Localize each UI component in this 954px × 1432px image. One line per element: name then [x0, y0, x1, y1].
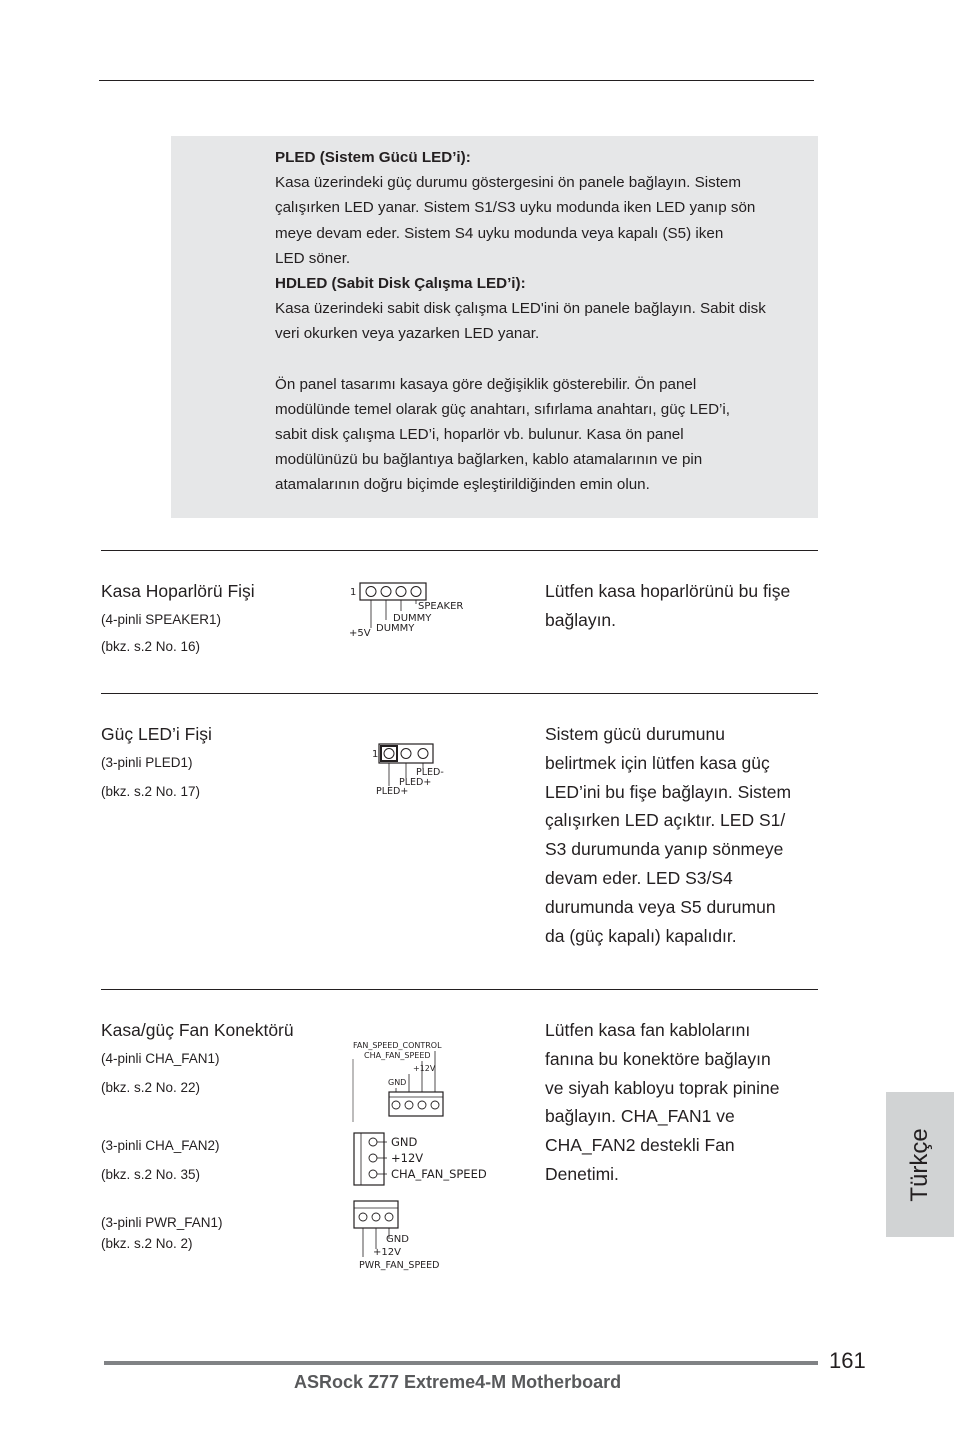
desc-line: LED’ini bu fişe bağlayın. Sistem: [545, 781, 792, 802]
desc-line: bağlayın.: [545, 609, 617, 630]
section-divider: [101, 693, 818, 694]
hdled-heading: HDLED (Sabit Disk Çalışma LED’i):: [275, 274, 526, 292]
gnd-label: GND: [391, 1135, 418, 1149]
pin-circle: [411, 587, 421, 597]
pin1-label: 1: [350, 587, 357, 598]
desc-line: ve siyah kabloyu toprak pinine: [545, 1077, 780, 1098]
pin-circle: [372, 1213, 380, 1221]
cha-fan-speed-label: CHA_FAN_SPEED: [364, 1051, 431, 1060]
pled-minus-label: PLED-: [416, 767, 444, 778]
desc-line: Lütfen kasa hoparlörünü bu fişe: [545, 581, 791, 601]
desc-line: Lütfen kasa fan kablolarını: [545, 1020, 751, 1040]
pled-line: LED söner.: [275, 249, 351, 267]
speaker-pin-label: SPEAKER: [418, 601, 464, 612]
speaker-pins: (4-pinli SPEAKER1): [101, 612, 222, 627]
header-outline: [389, 1092, 443, 1116]
pin-circle: [405, 1101, 413, 1109]
cha-fan1-pin-diagram: [352, 1038, 462, 1123]
pin-circle: [369, 1154, 377, 1162]
pled-plus-label: PLED+: [376, 786, 409, 797]
pwr-fan-speed-label: PWR_FAN_SPEED: [359, 1260, 440, 1271]
pled-pin-diagram: [370, 742, 460, 797]
language-side-tab: [886, 1092, 954, 1237]
pin-circle: [381, 587, 391, 597]
cha-fan1-pins: (4-pinli CHA_FAN1): [101, 1051, 220, 1066]
desc-line: CHA_FAN2 destekli Fan: [545, 1135, 735, 1156]
speaker-title: Kasa Hoparlörü Fişi: [101, 581, 255, 601]
desc-line: Sistem gücü durumunu: [545, 724, 725, 744]
pled-pins: (3-pinli PLED1): [101, 755, 193, 770]
dummy-pin-label: DUMMY: [376, 623, 415, 634]
fan-description: [545, 1016, 779, 1189]
pled-line: meye devam eder. Sistem S4 uyku modunda veya kapalı (S5) iken: [275, 224, 724, 242]
pin-circle: [369, 1170, 377, 1178]
cha-fan2-pin-diagram: [353, 1131, 503, 1187]
pled-line: Kasa üzerindeki güç durumu göstergesini ön panele bağlayın. Sistem: [275, 174, 742, 192]
desc-line: fanına bu konektöre bağlayın: [545, 1048, 771, 1069]
desc-line: belirtmek için lütfen kasa güç: [545, 752, 770, 773]
note-line: modülünüzü bu bağlantıya bağlarken, kablo atamalarının ve pin: [275, 451, 703, 469]
header-outline: [360, 583, 426, 600]
pled-plus-label: PLED+: [399, 777, 432, 788]
footer-rule: [104, 1361, 818, 1365]
info-box-text: [275, 145, 821, 498]
desc-line: çalışırken LED açıktır. LED S1/: [545, 810, 786, 831]
pin-circle: [392, 1101, 400, 1109]
pin-circle: [359, 1213, 367, 1221]
note-line: sabit disk çalışma LED’i, hoparlör vb. bulunur. Kasa ön panel: [275, 426, 684, 444]
pled-title: Güç LED’i Fişi: [101, 724, 212, 744]
desc-line: bağlayın. CHA_FAN1 ve: [545, 1106, 735, 1127]
pin-circle: [366, 587, 376, 597]
cha-fan2-pins: (3-pinli CHA_FAN2): [101, 1138, 220, 1153]
pin-circle: [401, 749, 411, 759]
header-outline: [354, 1201, 398, 1228]
fan-title: Kasa/güç Fan Konektörü: [101, 1020, 294, 1040]
pwr-fan1-pin-diagram: [352, 1199, 462, 1271]
pin-circle: [385, 1213, 393, 1221]
pin-circle: [396, 587, 406, 597]
cha-fan2-ref: (bkz. s.2 No. 35): [101, 1167, 201, 1182]
page-number: 161: [829, 1348, 866, 1373]
speaker-description: [545, 577, 790, 635]
pled-ref: (bkz. s.2 No. 17): [101, 784, 201, 799]
section-divider: [101, 550, 818, 551]
cha-fan-speed-label: CHA_FAN_SPEED: [391, 1167, 487, 1181]
speaker-pin-diagram: [345, 580, 480, 640]
gnd-label: GND: [388, 1078, 407, 1087]
desc-line: Denetimi.: [545, 1163, 619, 1184]
pled-heading: PLED (Sistem Gücü LED’i):: [275, 149, 471, 166]
pin-circle: [418, 1101, 426, 1109]
desc-line: da (güç kapalı) kapalıdır.: [545, 925, 737, 946]
pled-line: çalışırken LED yanar. Sistem S1/S3 uyku modunda iken LED yanıp sön: [275, 199, 756, 217]
pled-description: [545, 720, 791, 950]
footer-title: ASRock Z77 Extreme4-M Motherboard: [294, 1372, 622, 1392]
desc-line: devam eder. LED S3/S4: [545, 867, 733, 888]
pwr-fan1-ref: (bkz. s.2 No. 2): [101, 1236, 193, 1251]
hdled-line: veri okurken veya yazarken LED yanar.: [275, 325, 540, 343]
gnd-label: GND: [386, 1234, 409, 1245]
plus5v-pin-label: +5V: [349, 628, 371, 639]
top-rule: [99, 80, 814, 81]
cha-fan1-ref: (bkz. s.2 No. 22): [101, 1080, 201, 1095]
fan-speed-control-label: FAN_SPEED_CONTROL: [353, 1041, 442, 1050]
language-tab-label: Türkçe: [906, 1127, 933, 1202]
desc-line: durumunda veya S5 durumun: [545, 896, 776, 917]
plus12v-label: +12V: [391, 1151, 424, 1165]
note-line: Ön panel tasarımı kasaya göre değişiklik gösterebilir. Ön panel: [275, 375, 697, 393]
pin1-label: 1: [372, 749, 379, 760]
pin-circle: [418, 749, 428, 759]
plus12v-label: +12V: [413, 1064, 436, 1073]
note-line: modülünde temel olarak güç anahtarı, sıfırlama anahtarı, güç LED’i,: [275, 400, 731, 418]
pin-circle: [384, 749, 394, 759]
pwr-fan1-pins: (3-pinli PWR_FAN1): [101, 1215, 223, 1230]
pin-circle: [369, 1138, 377, 1146]
plus12v-label: +12V: [373, 1247, 401, 1258]
speaker-ref: (bkz. s.2 No. 16): [101, 639, 201, 654]
section-divider: [101, 989, 818, 990]
hdled-line: Kasa üzerindeki sabit disk çalışma LED'ini ön panele bağlayın. Sabit disk: [275, 300, 766, 318]
blank-line: [275, 347, 821, 372]
note-line: atamalarının doğru biçimde eşleştirildiğinden emin olun.: [275, 476, 650, 494]
pin-circle: [431, 1101, 439, 1109]
dummy-pin-label: DUMMY: [393, 613, 432, 624]
desc-line: S3 durumunda yanıp sönmeye: [545, 839, 784, 860]
